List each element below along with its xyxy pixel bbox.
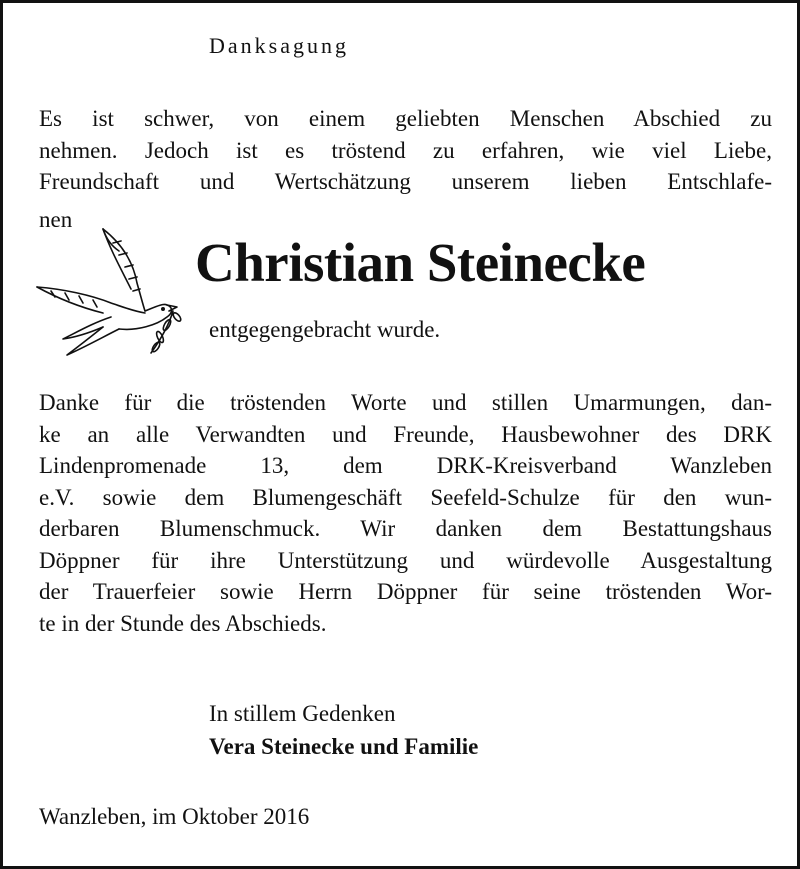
deceased-name: Christian Steinecke — [195, 232, 646, 293]
thanks-line: e.V. sowie dem Blumengeschäft Seefeld-Schulze für den wun- — [39, 484, 772, 510]
thanks-paragraph — [39, 387, 772, 639]
place-date: Wanzleben, im Oktober 2016 — [39, 804, 310, 829]
intro-line: Freundschaft und Wertschätzung unserem lieben Entschlafe- — [39, 169, 772, 194]
thanks-line: ke an alle Verwandten und Freunde, Hausbewohner des DRK — [39, 421, 772, 447]
closing-line: In stillem Gedenken — [209, 701, 396, 726]
intro-end: entgegengebracht wurde. — [209, 317, 441, 342]
thanks-line: Lindenpromenade 13, dem DRK-Kreisverband Wanzleben — [39, 453, 772, 478]
thanks-line: derbaren Blumenschmuck. Wir danken dem Bestattungshaus — [39, 516, 772, 541]
intro-tail: nen — [39, 207, 73, 232]
thanks-line: der Trauerfeier sowie Herrn Döppner für seine tröstenden Wor- — [39, 579, 772, 604]
thanks-line: Döppner für ihre Unterstützung und würdevolle Ausgestaltung — [39, 547, 772, 573]
intro-paragraph — [39, 103, 772, 198]
intro-line: nehmen. Jedoch ist es tröstend zu erfahren, wie viel Liebe, — [39, 137, 772, 163]
dove-with-olive-branch-icon — [33, 221, 193, 361]
notice-heading: Danksagung — [209, 33, 349, 58]
family-signature: Vera Steinecke und Familie — [209, 734, 479, 759]
intro-line: Es ist schwer, von einem geliebten Menschen Abschied zu — [39, 106, 772, 131]
thanks-line: Danke für die tröstenden Worte und stillen Umarmungen, dan- — [39, 390, 772, 415]
thanks-line: te in der Stunde des Abschieds. — [39, 610, 327, 636]
